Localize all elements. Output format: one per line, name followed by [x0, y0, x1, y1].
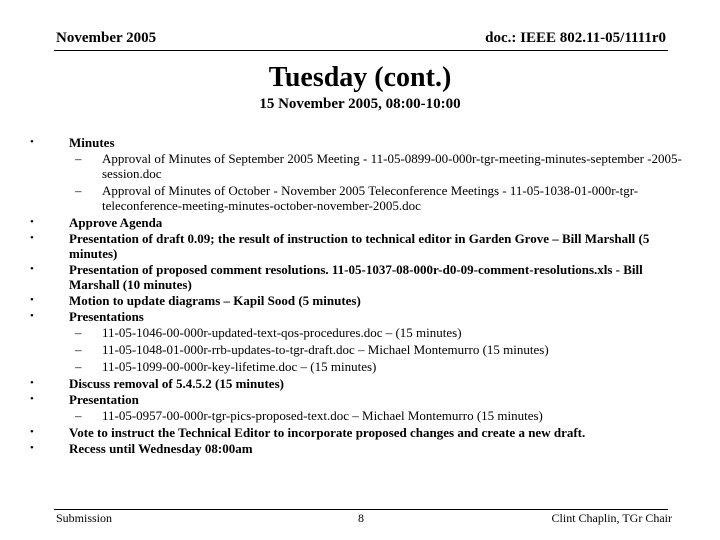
header-doc-id: doc.: IEEE 802.11-05/1111r0	[485, 30, 666, 46]
agenda-item-text: Presentations	[69, 309, 144, 324]
header-date: November 2005	[56, 30, 157, 46]
bullet-icon: •	[30, 216, 34, 228]
agenda-subitem-text: Approval of Minutes of September 2005 Meeting - 11-05-0899-00-000r-tgr-meeting-minutes-september -2005-session.doc	[102, 151, 682, 181]
bullet-icon: •	[30, 263, 34, 275]
agenda-subitem	[30, 183, 690, 213]
agenda-item	[30, 262, 690, 292]
bullet-icon: •	[30, 442, 34, 454]
agenda-item-text: Discuss removal of 5.4.5.2 (15 minutes)	[69, 376, 284, 391]
agenda-item-text: Recess until Wednesday 08:00am	[69, 441, 253, 456]
bullet-icon: •	[30, 232, 34, 244]
agenda-subitem-text: 11-05-1099-00-000r-key-lifetime.doc – (15 minutes)	[102, 359, 377, 374]
agenda-subitem	[30, 359, 690, 374]
footer-author: Clint Chaplin, TGr Chair	[551, 511, 672, 525]
agenda-item-text: Motion to update diagrams – Kapil Sood (5 minutes)	[69, 293, 361, 308]
agenda-item	[30, 309, 690, 324]
slide-title: Tuesday (cont.)	[268, 62, 452, 93]
agenda-item	[30, 231, 690, 261]
dash-icon: –	[75, 359, 82, 374]
agenda-subitem-text: 11-05-0957-00-000r-tgr-pics-proposed-text.doc – Michael Montemurro (15 minutes)	[102, 408, 543, 423]
bullet-icon: •	[30, 377, 34, 389]
header-divider	[54, 50, 668, 51]
bullet-icon: •	[30, 426, 34, 438]
agenda-subitem	[30, 151, 690, 181]
footer-page-number: 8	[358, 511, 364, 525]
agenda-item	[30, 441, 690, 456]
agenda-item	[30, 392, 690, 407]
agenda-item-text: Presentation	[69, 392, 139, 407]
bullet-icon: •	[30, 393, 34, 405]
dash-icon: –	[75, 325, 82, 340]
agenda-list	[30, 135, 690, 457]
agenda-item-text: Vote to instruct the Technical Editor to incorporate proposed changes and create a new draft.	[69, 425, 586, 440]
agenda-item-text: Minutes	[69, 135, 115, 150]
agenda-subitem-text: 11-05-1048-01-000r-rrb-updates-to-tgr-draft.doc – Michael Montemurro (15 minutes)	[102, 342, 549, 357]
agenda-item	[30, 215, 690, 230]
footer-divider	[54, 509, 668, 510]
agenda-item	[30, 425, 690, 440]
agenda-subitem-text: 11-05-1046-00-000r-updated-text-qos-procedures.doc – (15 minutes)	[102, 325, 462, 340]
agenda-item-text: Presentation of proposed comment resolutions. 11-05-1037-08-000r-d0-09-comment-resolutions.xls - Bill Marshall (10 minutes)	[69, 262, 643, 292]
bullet-icon: •	[30, 136, 34, 148]
dash-icon: –	[75, 151, 82, 166]
dash-icon: –	[75, 183, 82, 198]
agenda-item-text: Approve Agenda	[69, 215, 163, 230]
agenda-item-text: Presentation of draft 0.09; the result of instruction to technical editor in Garden Grove – Bill Marshall (5 minutes)	[69, 231, 650, 261]
agenda-subitem	[30, 325, 690, 340]
bullet-icon: •	[30, 310, 34, 322]
agenda-item	[30, 135, 690, 150]
agenda-subitem-text: Approval of Minutes of October - November 2005 Teleconference Meetings - 11-05-1038-01-000r-tgr-teleconference-meeting-minutes-october-november-2005.doc	[102, 183, 639, 213]
agenda-subitem	[30, 408, 690, 423]
dash-icon: –	[75, 342, 82, 357]
footer-submission: Submission	[56, 511, 113, 525]
agenda-item	[30, 376, 690, 391]
slide-subtitle: 15 November 2005, 08:00-10:00	[259, 96, 461, 112]
agenda-item	[30, 293, 690, 308]
agenda-subitem	[30, 342, 690, 357]
bullet-icon: •	[30, 294, 34, 306]
dash-icon: –	[75, 408, 82, 423]
